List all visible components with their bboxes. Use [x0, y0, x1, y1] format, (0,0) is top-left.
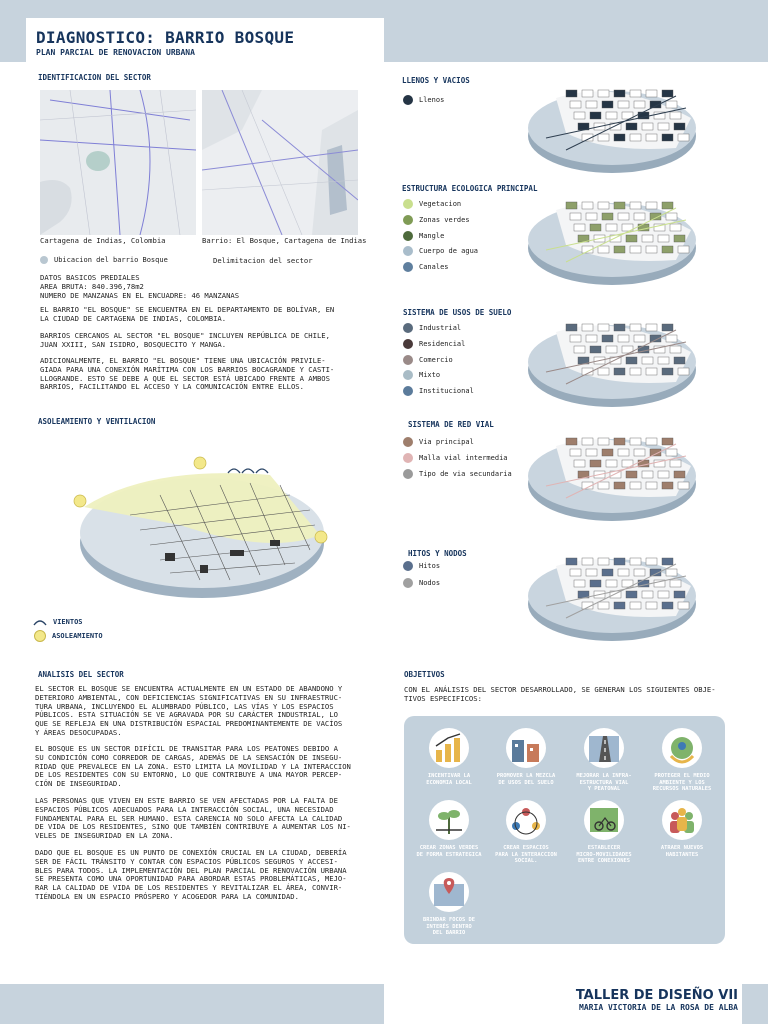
legend-item-usos	[403, 339, 465, 349]
usos-heading: SISTEMA DE USOS DE SUELO	[403, 308, 512, 317]
footer-title: TALLER DE DISEÑO VII	[575, 988, 738, 1003]
analisis-heading: ANALISIS DEL SECTOR	[38, 670, 124, 679]
legend-label: Canales	[419, 263, 449, 271]
legend-item-ecologica	[403, 199, 461, 209]
map-cartagena	[40, 90, 196, 235]
hitos-heading: HITOS Y NODOS	[408, 549, 467, 558]
legend-label: Comercio	[419, 356, 453, 364]
legend-swatch	[403, 95, 413, 105]
legend-swatch	[403, 561, 413, 571]
map-pin-icon	[429, 872, 469, 912]
legend-label: ASOLEAMIENTO	[52, 632, 103, 640]
legend-item-llenos	[403, 95, 444, 105]
objetivo-label: CREAR ZONAS VERDES DE FORMA ESTRATEGICA	[416, 845, 482, 858]
legend-ubicacion	[40, 256, 168, 264]
map1-caption: Cartagena de Indias, Colombia	[40, 236, 166, 245]
legend-item-ecologica	[403, 262, 449, 272]
legend-label: Mixto	[419, 371, 441, 379]
legend-swatch	[403, 246, 413, 256]
objetivo-item	[490, 800, 562, 865]
legend-item-vial	[403, 469, 512, 479]
legend-swatch	[403, 370, 413, 380]
legend-label: VIENTOS	[53, 618, 83, 626]
legend-item-vial	[403, 453, 508, 463]
legend-label: Industrial	[419, 324, 462, 332]
ecologica-heading: ESTRUCTURA ECOLOGICA PRINCIPAL	[402, 184, 538, 193]
title-block	[26, 18, 384, 62]
disc-hitos	[526, 546, 698, 646]
legend-swatch	[403, 386, 413, 396]
people-icon	[662, 800, 702, 840]
analisis-p4: DADO QUE EL BOSQUE ES UN PUNTO DE CONEXIÓN CRUCIAL EN LA CIUDAD, DEBERÍA SER DE FÁCIL TRÁNSITO Y CONTAR CON ESPACIOS PÚBLICOS SEGUROS Y ACCESI- BLES PARA TODOS. LA IMPLEMENTACIÓN DEL PLAN PARCIAL DE RENOVACIÓN URBANA SE PRESENTA COMO UNA OPORTUNIDAD PARA ABORDAR ESTAS PROBLEMÁTICAS, MEJO- RAR LA CALIDAD DE VIDA DE LOS RESIDENTES Y REVITALIZAR EL ÁREA, CONVIR- TIÉNDOLA EN UN ESPACIO PRÓSPERO Y ACOGEDOR PARA LA COMUNIDAD.	[35, 848, 347, 901]
legend-item-usos	[403, 323, 461, 333]
objetivo-label: PROTEGER EL MEDIO AMBIENTE Y LOS RECURSOS NATURALES	[652, 773, 712, 793]
economy-icon	[429, 728, 469, 768]
legend-label: Cuerpo de agua	[419, 247, 479, 255]
wind-icon	[32, 617, 48, 627]
legend-vientos	[32, 617, 83, 627]
objetivo-item	[646, 728, 718, 793]
objetivo-label: MEJORAR LA INFRA- ESTRUCTURA VIAL Y PEATONAL	[576, 773, 632, 793]
sun-icon	[34, 630, 46, 642]
page-title: DIAGNOSTICO: BARRIO BOSQUE	[36, 28, 295, 47]
mobility-icon	[584, 800, 624, 840]
legend-swatch	[403, 215, 413, 225]
objetivo-item	[413, 872, 485, 937]
legend-item-vial	[403, 437, 474, 447]
mixed-use-icon	[506, 728, 546, 768]
legend-label: Institucional	[419, 387, 474, 395]
disc-ecologica	[526, 190, 698, 290]
legend-label: Residencial	[419, 340, 466, 348]
asoleamiento-heading: ASOLEAMIENTO Y VENTILACION	[38, 417, 156, 426]
environment-icon	[662, 728, 702, 768]
legend-swatch	[403, 453, 413, 463]
legend-swatch	[403, 469, 413, 479]
legend-item-hitos	[403, 578, 440, 588]
page-subtitle: PLAN PARCIAL DE RENOVACION URBANA	[36, 48, 195, 57]
datos-prediales: DATOS BASICOS PREDIALES AREA BRUTA: 840.396,78m2 NUMERO DE MANZANAS EN EL ENCUADRE: 46 MANZANAS	[40, 273, 240, 300]
road-icon	[584, 728, 624, 768]
legend-item-usos	[403, 355, 453, 365]
objetivo-item	[646, 800, 718, 858]
legend-label: Zonas verdes	[419, 216, 470, 224]
legend-swatch	[403, 339, 413, 349]
objetivo-item	[568, 728, 640, 793]
legend-label: Malla vial intermedia	[419, 454, 508, 462]
legend-swatch	[403, 231, 413, 241]
legend-label: Mangle	[419, 232, 445, 240]
asoleamiento-diagram	[70, 455, 340, 610]
objetivo-label: ESTABLECER MICRO-MOVILIDADES ENTRE CONEXIONES	[576, 845, 632, 865]
green-zone-icon	[429, 800, 469, 840]
analisis-p2: EL BOSQUE ES UN SECTOR DIFÍCIL DE TRANSITAR PARA LOS PEATONES DEBIDO A SU CONDICIÓN COMO CORREDOR DE CARGAS, ADEMÁS DE LA SENSACIÓN DE INSEGU- RIDAD QUE PREVALECE EN LA ZONA. ESTO LIMITA LA MOVILIDAD Y LA INTERACCION DE LOS RESIDENTES CON SU ENTORNO, LO QUE CONTRIBUYE A UNA MAYOR PERCEP- CIÓN DE INSEGURIDAD.	[35, 744, 351, 789]
legend-item-ecologica	[403, 246, 478, 256]
legend-label: Llenos	[419, 96, 445, 104]
legend-label: Hitos	[419, 562, 441, 570]
footer-block	[384, 984, 742, 1024]
objetivo-label: PROMOVER LA MEZCLA DE USOS DEL SUELO	[496, 773, 556, 786]
objetivo-item	[413, 800, 485, 858]
objetivo-label: CREAR ESPACIOS PARA LA INTERACCION SOCIAL.	[495, 845, 557, 865]
legend-dot	[40, 256, 48, 264]
legend-asoleamiento	[34, 630, 103, 642]
map2-caption: Barrio: El Bosque, Cartagena de Indias	[202, 236, 367, 245]
disc-usos	[526, 312, 698, 412]
objetivo-item	[568, 800, 640, 865]
objetivo-label: INCENTIVAR LA ECONOMIA LOCAL	[426, 773, 472, 786]
footer-author: MARIA VICTORIA DE LA ROSA DE ALBA	[579, 1003, 738, 1012]
identificacion-heading: IDENTIFICACION DEL SECTOR	[38, 73, 151, 82]
map-bosque	[202, 90, 358, 235]
legend-swatch	[403, 199, 413, 209]
identificacion-p3: ADICIONALMENTE, EL BARRIO "EL BOSQUE" TIENE UNA UBICACIÓN PRIVILE- GIADA PARA UNA CONEXIÓN MARÍTIMA CON LOS BARRIOS BOCAGRANDE Y CASTI- LLOGRANDE. ESTO SE DEBE A QUE EL SECTOR ESTÁ UBICADO FRENTE A AMBOS BARRIOS, FACILITANDO EL ACCESO Y LA COMUNICACIÓN ENTRE ELLOS.	[40, 356, 335, 392]
disc-vial	[526, 426, 698, 526]
objetivos-heading: OBJETIVOS	[404, 670, 445, 679]
analisis-p1: EL SECTOR EL BOSQUE SE ENCUENTRA ACTUALMENTE EN UN ESTADO DE ABANDONO Y DETERIORO AMBIENTAL, CON DEFICIENCIAS SIGNIFICATIVAS EN SU INFRAESTRUC- TURA URBANA, INCLUYENDO EL ALUMBRADO PÚBLICO, LAS VÍAS Y LOS ESPACIOS PÚBLICOS. ESTA SITUACIÓN SE VE AGRAVADA POR SU CARÁCTER INDUSTRIAL, LO QUE SE REFLEJA EN UNA DISTRIBUCIÓN ESPACIAL PREDOMINANTEMENTE DE VACÍOS Y ÁREAS DESOCUPADAS.	[35, 684, 343, 737]
vial-heading: SISTEMA DE RED VIAL	[408, 420, 494, 429]
legend-swatch	[403, 323, 413, 333]
legend-item-hitos	[403, 561, 440, 571]
objetivo-item	[413, 728, 485, 786]
legend-swatch	[403, 355, 413, 365]
analisis-p3: LAS PERSONAS QUE VIVEN EN ESTE BARRIO SE VEN AFECTADAS POR LA FALTA DE ESPACIOS PÚBLICOS ADECUADOS PARA LA INTERACCIÓN SOCIAL, UNA NECESIDAD FUNDAMENTAL PARA EL SER HUMANO. ESTA CARENCIA NO SOLO AFECTA LA CALIDAD DE VIDA DE LOS RESIDENTES, SINO QUE TAMBIÉN CONTRIBUYE A AUMENTAR LOS NI- VELES DE INSEGURIDAD EN LA ZONA.	[35, 796, 351, 841]
legend-label: Tipo de via secundaria	[419, 470, 512, 478]
llenos-heading: LLENOS Y VACIOS	[402, 76, 470, 85]
legend-label: Ubicacion del barrio Bosque	[54, 256, 168, 264]
objetivos-intro: CON EL ANÁLISIS DEL SECTOR DESARROLLADO, SE GENERAN LOS SIGUIENTES OBJE- TIVOS ESPECIFICOS:	[404, 685, 716, 703]
legend-label: Vegetacion	[419, 200, 462, 208]
objetivo-label: BRINDAR FOCOS DE INTERÉS DENTRO DEL BARRIO	[423, 917, 475, 937]
legend-delimitacion: Delimitacion del sector	[213, 256, 313, 265]
objetivo-item	[490, 728, 562, 786]
legend-item-usos	[403, 386, 474, 396]
legend-label: Nodos	[419, 579, 441, 587]
legend-label: Via principal	[419, 438, 474, 446]
legend-swatch	[403, 437, 413, 447]
legend-swatch	[403, 578, 413, 588]
objetivo-label: ATRAER NUEVOS HABITANTES	[660, 845, 704, 858]
identificacion-p2: BARRIOS CERCANOS AL SECTOR "EL BOSQUE" INCLUYEN REPÚBLICA DE CHILE, JUAN XXIII, SAN ISIDRO, BOSQUECITO Y MANGA.	[40, 331, 330, 349]
legend-item-usos	[403, 370, 440, 380]
disc-llenos	[526, 78, 698, 178]
legend-swatch	[403, 262, 413, 272]
legend-item-ecologica	[403, 231, 444, 241]
legend-item-ecologica	[403, 215, 470, 225]
social-icon	[506, 800, 546, 840]
identificacion-p1: EL BARRIO "EL BOSQUE" SE ENCUENTRA EN EL DEPARTAMENTO DE BOLÍVAR, EN LA CIUDAD DE CARTAGENA DE INDIAS, COLOMBIA.	[40, 305, 335, 323]
